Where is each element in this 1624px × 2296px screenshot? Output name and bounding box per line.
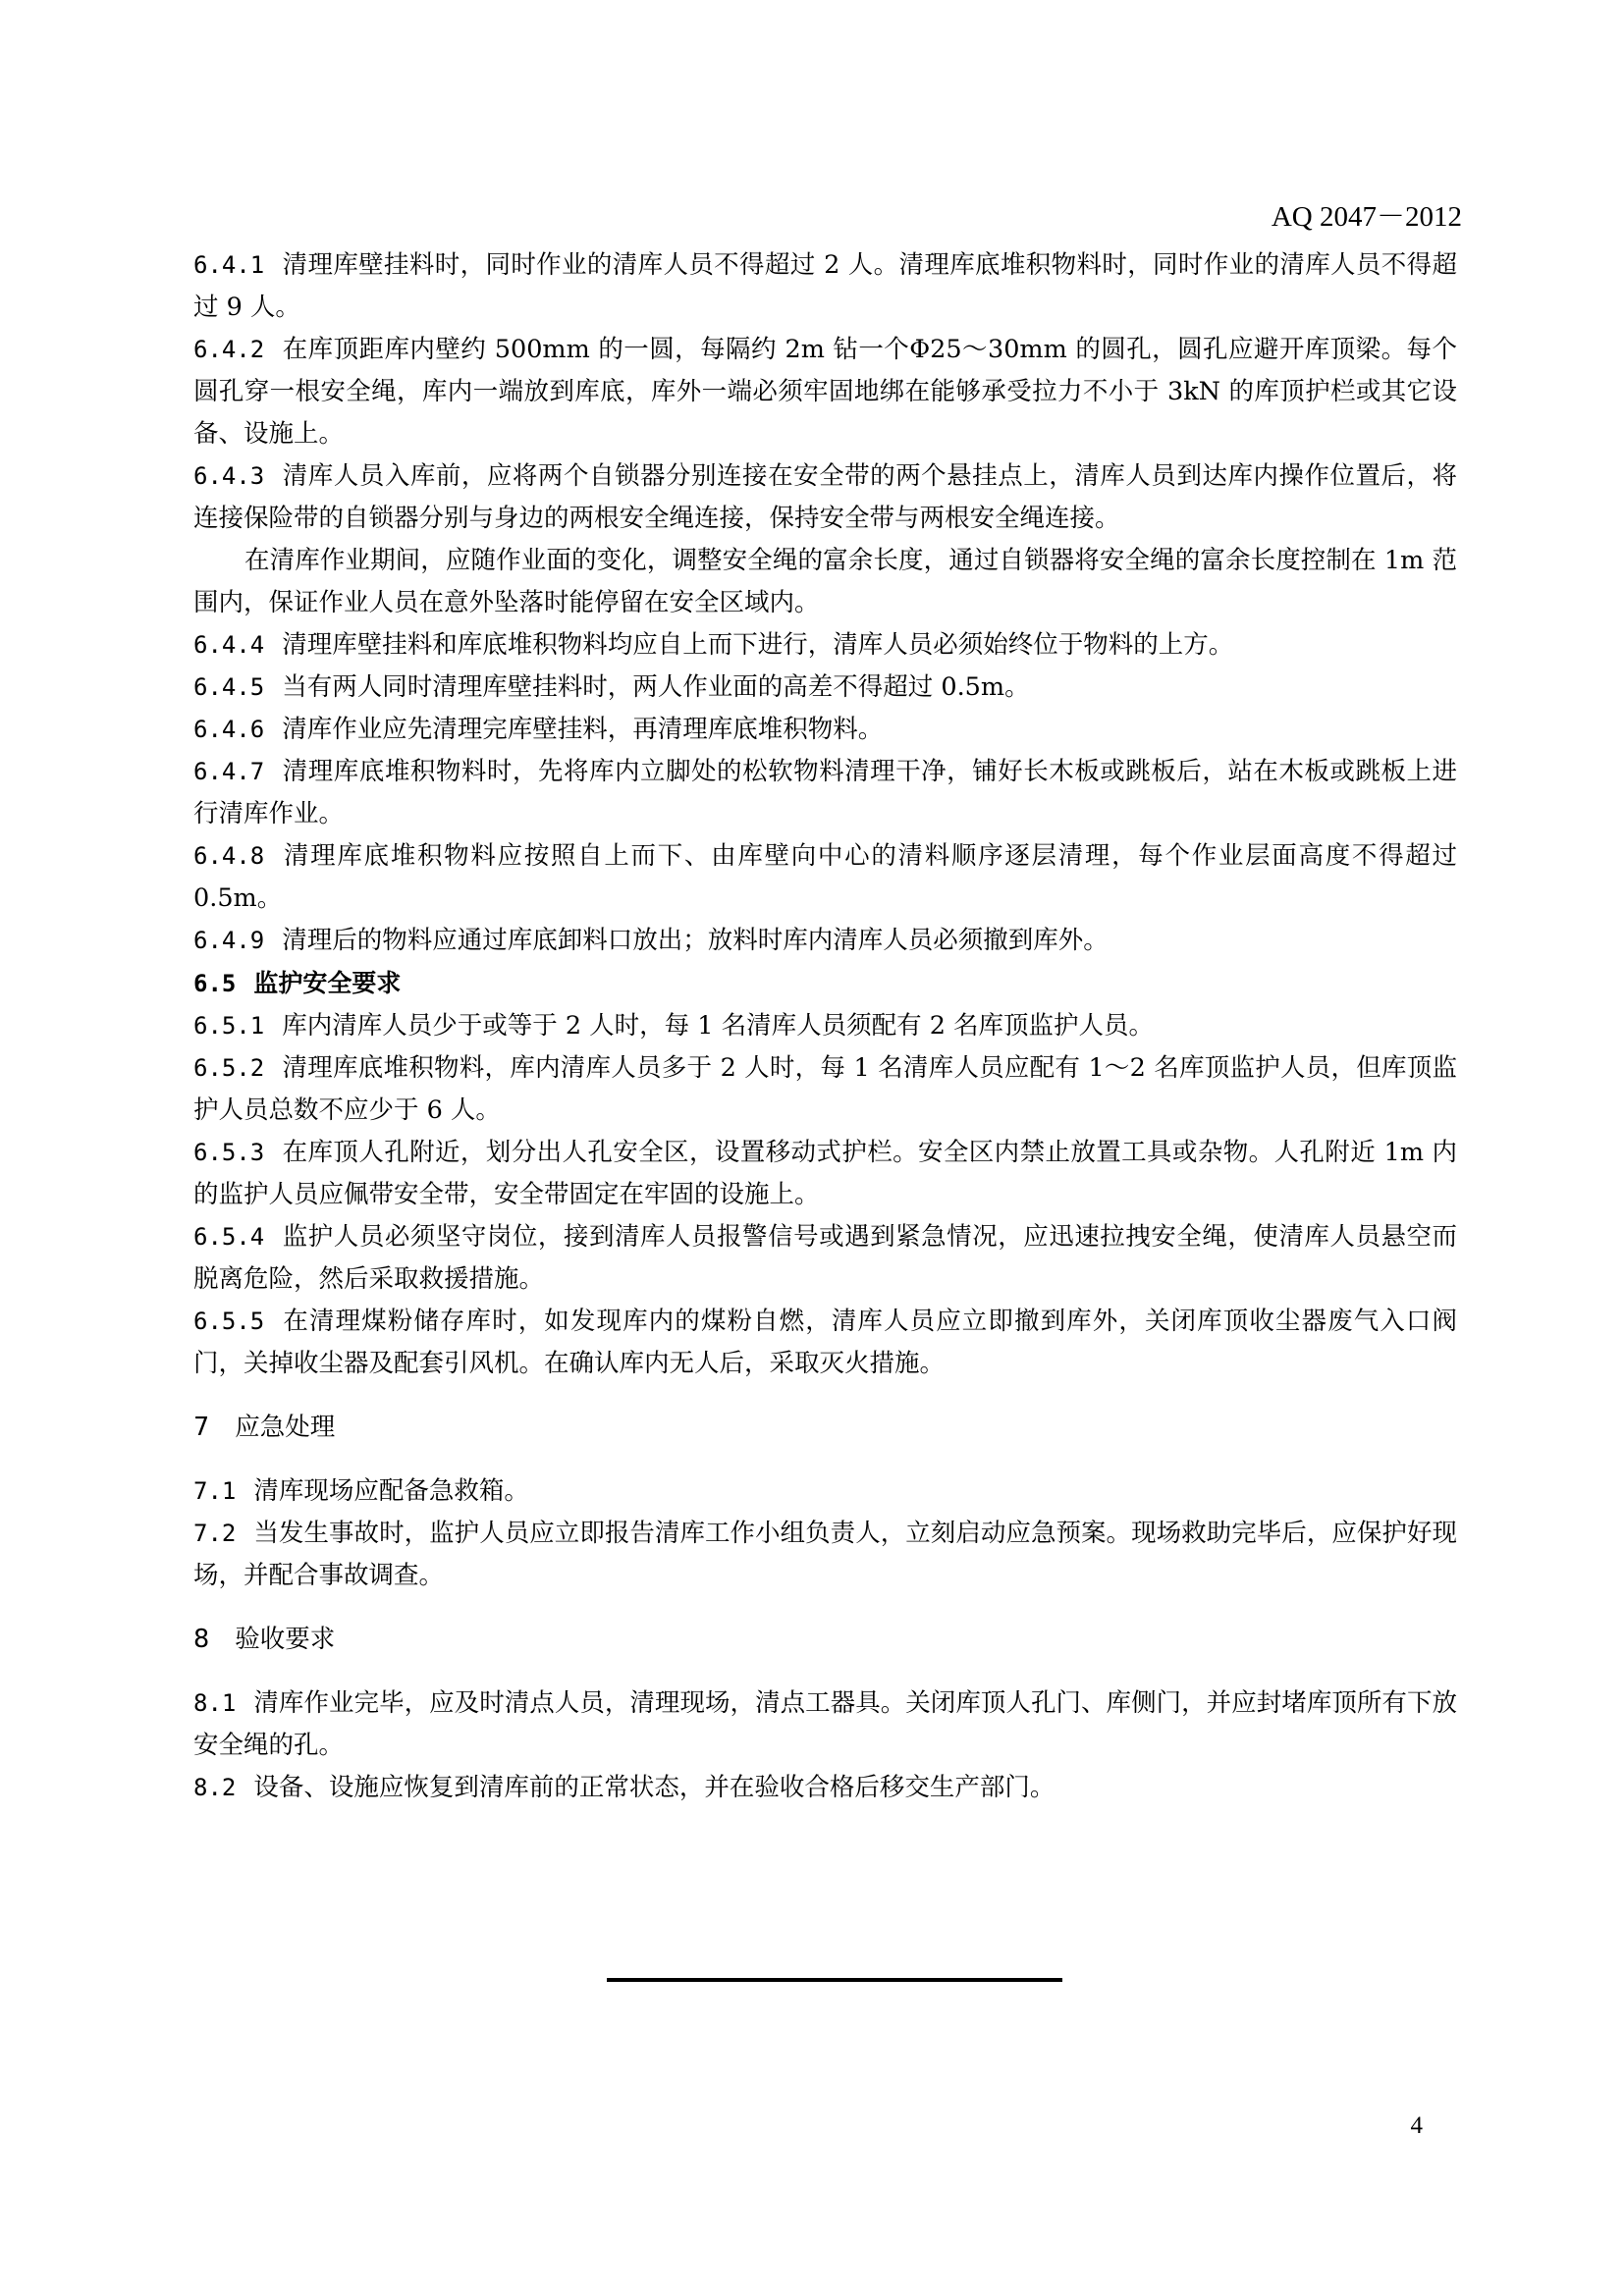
chapter-title: 验收要求 bbox=[235, 1625, 336, 1654]
clause-7-2 bbox=[193, 1513, 1457, 1597]
clause-6-4-2 bbox=[193, 329, 1457, 455]
section-number: 6.5 bbox=[193, 970, 237, 997]
clause-number: 8.2 bbox=[193, 1774, 237, 1801]
clause-text: 清理库底堆积物料时，先将库内立脚处的松软物料清理干净，铺好长木板或跳板后，站在木板或跳板上进行清库作业。 bbox=[193, 757, 1457, 828]
clause-text: 清理库底堆积物料应按照自上而下、由库壁向中心的清料顺序逐层清理，每个作业层面高度不得超过 0.5m。 bbox=[193, 841, 1457, 913]
clause-8-2 bbox=[193, 1767, 1457, 1809]
clause-number: 6.4.6 bbox=[193, 716, 265, 743]
clause-text: 清理后的物料应通过库底卸料口放出；放料时库内清库人员必须撤到库外。 bbox=[282, 926, 1109, 955]
clause-6-4-3 bbox=[193, 455, 1457, 540]
clause-text: 库内清库人员少于或等于 2 人时，每 1 名清库人员须配有 2 名库顶监护人员。 bbox=[282, 1011, 1155, 1041]
clause-6-4-6 bbox=[193, 709, 1457, 751]
clause-text: 当有两人同时清理库壁挂料时，两人作业面的高差不得超过 0.5m。 bbox=[282, 672, 1030, 702]
clause-number: 6.5.5 bbox=[193, 1308, 265, 1335]
clause-number: 6.4.1 bbox=[193, 251, 265, 279]
clause-text: 清库现场应配备急救箱。 bbox=[253, 1476, 529, 1506]
clause-8-1 bbox=[193, 1682, 1457, 1767]
clause-number: 6.4.3 bbox=[193, 462, 265, 490]
chapter-number: 8 bbox=[193, 1625, 210, 1654]
section-title: 监护安全要求 bbox=[253, 969, 402, 997]
page-number: 4 bbox=[1410, 2112, 1423, 2139]
clause-text: 清理库底堆积物料，库内清库人员多于 2 人时，每 1 名清库人员应配有 1～2 名库顶监护人员，但库顶监护人员总数不应少于 6 人。 bbox=[193, 1053, 1457, 1125]
clause-6-4-8 bbox=[193, 835, 1457, 920]
clause-number: 6.5.3 bbox=[193, 1139, 265, 1166]
clause-text: 清理库壁挂料时，同时作业的清库人员不得超过 2 人。清理库底堆积物料时，同时作业的清库人员不得超过 9 人。 bbox=[193, 250, 1457, 322]
end-of-document-rule bbox=[607, 1978, 1062, 1982]
chapter-title: 应急处理 bbox=[235, 1413, 336, 1442]
standard-code: AQ 2047－2012 bbox=[1271, 201, 1462, 233]
clause-text: 在库顶距库内壁约 500mm 的一圆，每隔约 2m 钻一个Φ25～30mm 的圆孔，圆孔应避开库顶梁。每个圆孔穿一根安全绳，库内一端放到库底，库外一端必须牢固地绑在能够承受拉力不小于 3kN 的库顶护栏或其它设备、设施上。 bbox=[193, 335, 1457, 449]
clause-6-4-9 bbox=[193, 920, 1457, 962]
clause-text: 清理库壁挂料和库底堆积物料均应自上而下进行，清库人员必须始终位于物料的上方。 bbox=[282, 630, 1234, 660]
clause-6-5-2 bbox=[193, 1047, 1457, 1132]
clause-text: 设备、设施应恢复到清库前的正常状态，并在验收合格后移交生产部门。 bbox=[253, 1773, 1056, 1802]
clause-6-4-7 bbox=[193, 751, 1457, 835]
clause-6-4-3-paragraph: 在清库作业期间，应随作业面的变化，调整安全绳的富余长度，通过自锁器将安全绳的富余长度控制在 1m 范围内，保证作业人员在意外坠落时能停留在安全区域内。 bbox=[193, 546, 1457, 617]
clause-text: 清库作业应先清理完库壁挂料，再清理库底堆积物料。 bbox=[282, 715, 884, 744]
clause-number: 6.5.2 bbox=[193, 1054, 265, 1082]
clause-number: 6.5.4 bbox=[193, 1223, 265, 1251]
clause-text: 在库顶人孔附近，划分出人孔安全区，设置移动式护栏。安全区内禁止放置工具或杂物。人孔附近 1m 内的监护人员应佩带安全带，安全带固定在牢固的设施上。 bbox=[193, 1138, 1457, 1209]
chapter-number: 7 bbox=[193, 1413, 210, 1442]
clause-6-4-5 bbox=[193, 667, 1457, 709]
clause-text: 监护人员必须坚守岗位，接到清库人员报警信号或遇到紧急情况，应迅速拉拽安全绳，使清库人员悬空而脱离危险，然后采取救援措施。 bbox=[193, 1222, 1457, 1294]
clause-6-5-3 bbox=[193, 1132, 1457, 1216]
clause-6-5-1 bbox=[193, 1005, 1457, 1047]
clause-number: 7.1 bbox=[193, 1477, 237, 1505]
clause-text: 清库人员入库前，应将两个自锁器分别连接在安全带的两个悬挂点上，清库人员到达库内操作位置后，将连接保险带的自锁器分别与身边的两根安全绳连接，保持安全带与两根安全绳连接。 bbox=[193, 461, 1457, 533]
clause-number: 6.4.2 bbox=[193, 336, 265, 363]
clause-number: 6.5.1 bbox=[193, 1012, 265, 1040]
clause-text: 当发生事故时，监护人员应立即报告清库工作小组负责人，立刻启动应急预案。现场救助完毕后，应保护好现场，并配合事故调查。 bbox=[193, 1519, 1457, 1590]
chapter-heading-7 bbox=[193, 1407, 1457, 1449]
section-heading-6-5 bbox=[193, 962, 1457, 1005]
clause-6-4-1 bbox=[193, 244, 1457, 329]
clause-text: 在清理煤粉储存库时，如发现库内的煤粉自燃，清库人员应立即撤到库外，关闭库顶收尘器废气入口阀门，关掉收尘器及配套引风机。在确认库内无人后，采取灭火措施。 bbox=[193, 1307, 1457, 1378]
clause-text: 清库作业完毕，应及时清点人员，清理现场，清点工器具。关闭库顶人孔门、库侧门，并应封堵库顶所有下放安全绳的孔。 bbox=[193, 1688, 1457, 1760]
clause-6-4-4 bbox=[193, 624, 1457, 667]
clause-number: 6.4.4 bbox=[193, 631, 265, 659]
clause-7-1 bbox=[193, 1470, 1457, 1513]
clause-number: 6.4.8 bbox=[193, 842, 265, 870]
clause-number: 6.4.7 bbox=[193, 758, 265, 785]
clause-number: 8.1 bbox=[193, 1689, 237, 1717]
clause-number: 6.4.9 bbox=[193, 927, 265, 954]
chapter-heading-8 bbox=[193, 1619, 1457, 1661]
clause-6-5-4 bbox=[193, 1216, 1457, 1301]
clause-number: 6.4.5 bbox=[193, 673, 265, 701]
clause-6-5-5 bbox=[193, 1301, 1457, 1385]
clause-number: 7.2 bbox=[193, 1520, 237, 1547]
document-body bbox=[193, 244, 1457, 1809]
